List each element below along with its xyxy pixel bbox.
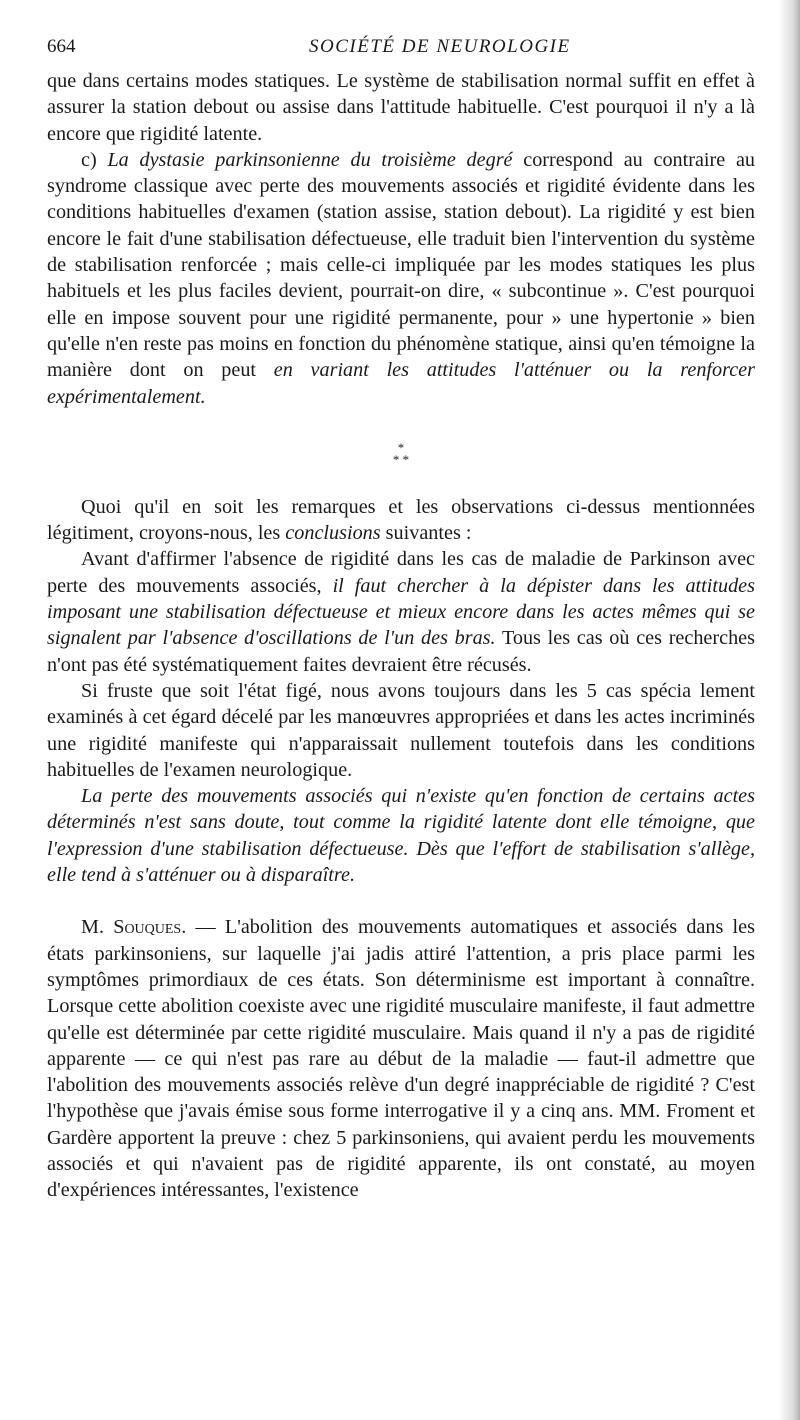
paragraph-7 [47, 914, 755, 1203]
page-number: 664 [47, 36, 76, 57]
running-header [47, 36, 755, 66]
running-title: SOCIÉTÉ DE NEUROLOGIE [309, 36, 571, 57]
paragraph-2-text: correspond au contraire au syndrome classique avec perte des mouvements associés et rigidité évidente dans les conditions habituelles d'examen (station assise, station debout). La rigidité y est bien encore le fait d'une stabilisation défectueuse, elle traduit bien l'intervention du système de stabilisation renforcée ; mais celle-ci impliquée par les modes statiques les plus habituels et les plus faciles devient, pourrait-on dire, « subcontinue ». C'est pourquoi elle en impose souvent pour une rigidité permanente, pour » une hypertonie » bien qu'elle n'en reste pas moins en fonction du phénomène statique, ainsi qu'en témoigne la manière dont on peut [47, 148, 756, 382]
section-separator-asterisks [47, 439, 755, 467]
paragraph-4-text-b: Tous les cas où ces recherches n'ont pas été systématiquement faites devraient être récusés. [47, 627, 755, 676]
paragraph-3-italic: conclusions [285, 522, 381, 545]
paragraph-6: La perte des mouvements associés qui n'existe qu'en fonction de certains actes déterminés n'est sans doute, tout comme la rigidité latente dont elle témoigne, que l'expression d'une stabilisation défectueuse. Dès que l'effort de stabilisation s'allège, elle tend à s'atténuer ou à disparaître. [47, 785, 755, 887]
page-edge-shadow [778, 0, 800, 1420]
paragraph-7-text: — L'abolition des mouvements automatiques et associés dans les états parkinsoniens, sur laquelle j'ai jadis attiré l'attention, a pris place parmi les symptômes primordiaux de ces états. Son déterminisme est important à connaître. Lorsque cette abolition coexiste avec une rigidité musculaire manifeste, il faut admettre qu'elle est déterminée par cette rigidité musculaire. Mais quand il n'y a pas de rigidité apparente — ce qui n'est pas rare au début de la maladie — faut-il admettre que l'abolition des mouvements associés relève d'un degré inappréciable de rigidité ? C'est l'hypothèse que j'avais émise sous forme interrogative il y a cinq ans. MM. Froment et Gardère apportent la preuve : chez 5 parkinsoniens, qui avaient perdu les mouvements associés et qui n'avaient pas de rigidité apparente, ils ont constaté, au moyen d'expériences intéressantes, l'existence [47, 916, 755, 1202]
paragraph-5: Si fruste que soit l'état figé, nous avons toujours dans les 5 cas spécia lement examinés à cet égard décelé par les manœuvres appropriées et dans les actes incriminés une rigidité manifeste qui n'apparaissait nullement toutefois dans les conditions habituelles de l'examen neurologique. [47, 679, 755, 781]
paragraph-4-italic: il faut chercher à la dépister dans les attitudes imposant une stabilisation défectueuse et mieux encore dans les actes mêmes qui se signalent par l'absence d'oscillations de l'un des bras. [47, 574, 755, 650]
asterisk-bottom: * * [392, 451, 410, 467]
paragraph-3 [47, 494, 755, 547]
body-text [47, 68, 755, 1204]
paragraph-2-italic-end: en variant les attitudes l'atténuer ou la renforcer expérimentalement. [47, 359, 755, 408]
paragraph-3-text-b: suivantes : [380, 522, 472, 545]
asterisk-top: * [397, 439, 405, 455]
paragraph-2-lead: c) [81, 148, 108, 171]
paragraph-4-text-a: Avant d'affirmer l'absence de rigidité dans les cas de maladie de Parkinson avec perte des mouvements associés, [47, 548, 755, 597]
paragraph-3-text-a: Quoi qu'il en soit les remarques et les observations ci-dessus mentionnées légitiment, croyons-nous, les [47, 495, 755, 545]
paragraph-1: que dans certains modes statiques. Le système de stabilisation normal suffit en effet à assurer la station debout ou assise dans l'attitude habituelle. C'est pourquoi il n'y a là encore que rigidité latente. [47, 70, 755, 145]
paragraph-4 [47, 546, 755, 677]
paragraph-2 [47, 147, 755, 410]
paragraph-2-italic-title: La dystasie parkinsonienne du troisième degré [107, 148, 513, 171]
speaker-name: M. Souques. [81, 916, 187, 939]
